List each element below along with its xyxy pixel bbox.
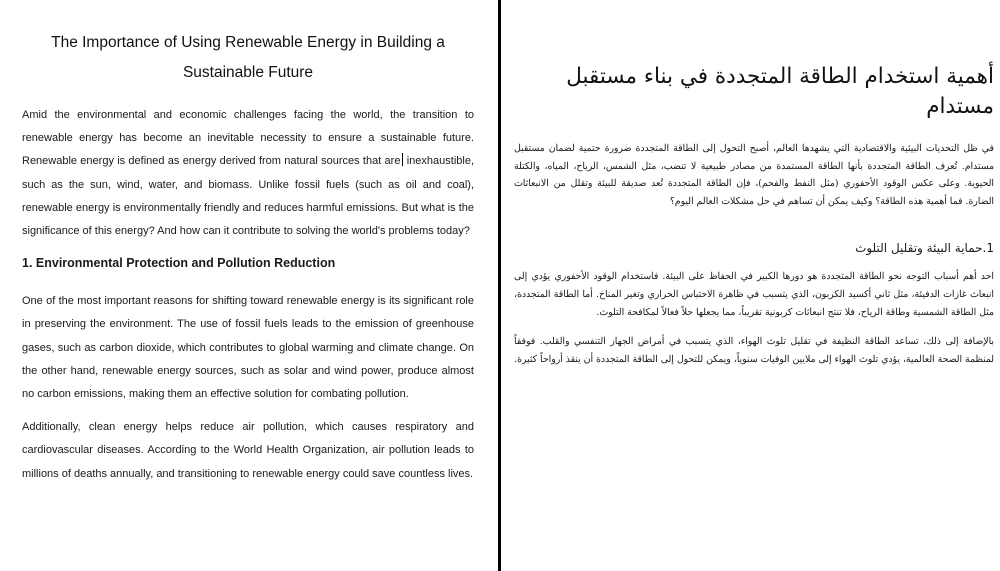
intro-text: Amid the environmental and economic challenges facing the world, the transition to renewable energy has become an inevitable necessity to ensure a sustainable future. Renewable energy is defined as energy derived from natural sources that are [22, 109, 474, 168]
text-cursor [402, 153, 403, 166]
arabic-document-title: أهمية استخدام الطاقة المتجددة في بناء مستقبل مستدام [566, 64, 994, 119]
intro-paragraph[interactable] [22, 104, 474, 243]
intro-text-cont: inexhaustible, such as the sun, wind, water, and biomass. Unlike fossil fuels (such as oil and coal), renewable energy is environmentally friendly and reduces harmful emissions. But what is the significance of this energy? And how can it contribute to solving the world's problems today? [22, 155, 475, 238]
arabic-intro-paragraph[interactable]: في ظل التحديات البيئية والاقتصادية التي يشهدها العالم، أصبح التحول إلى الطاقة المتجددة ضرورة حتمية لضمان مستقبل مستدام. تُعرف الطاقة المتجددة بأنها الطاقة المستمدة من مصادر طبيعية لا تنضب، مثل الشمس، الرياح، المياه، والكتلة الحيوية. وعلى عكس الوقود الأحفوري (مثل النفط والفحم)، فإن الطاقة المتجددة تُعد صديقة للبيئة وتقلل من الانبعاثات الضارة. فما أهمية هذه الطاقة؟ وكيف يمكن أن تساهم في حل مشكلات العالم اليوم؟ [514, 143, 994, 207]
document-title: The Importance of Using Renewable Energy in Building a Sustainable Future [51, 34, 445, 81]
page-divider [498, 0, 501, 571]
arabic-section-paragraph-2[interactable]: بالإضافة إلى ذلك، تساعد الطاقة النظيفة في تقليل تلوث الهواء، الذي يتسبب في أمراض الجهاز التنفسي والقلب. فوفقاً لمنظمة الصحة العالمية، يؤدي تلوث الهواء إلى ملايين الوفيات سنوياً، ويمكن للتحول إلى الطاقة المتجددة أن ينقذ أرواحاً كثيرة. [514, 336, 994, 365]
arabic-section-paragraph-1[interactable]: احد أهم أسباب التوجه نحو الطاقة المتجددة هو دورها الكبير في الحفاظ على البيئة. فاستخدام الوقود الأحفوري يؤدي إلى انبعاث غازات الدفيئة، مثل ثاني أكسيد الكربون، الذي يتسبب في ظاهرة الاحتباس الحراري وتغير المناخ. أما الطاقة المتجددة، مثل الطاقة الشمسية وطاقة الرياح، فلا تنتج انبعاثات كربونية تقريباً، مما يجعلها حلاً فعالاً لمكافحة التلوث. [514, 271, 994, 318]
english-document-page[interactable] [0, 0, 498, 571]
section-heading: 1. Environmental Protection and Pollution Reduction [22, 256, 336, 271]
arabic-section-heading: 1.حماية البيئة وتقليل التلوث [855, 241, 994, 256]
arabic-document-page[interactable] [502, 0, 1000, 571]
section-paragraph-2[interactable]: Additionally, clean energy helps reduce air pollution, which causes respiratory and cardiovascular diseases. According to the World Health Organization, air pollution leads to millions of deaths annually, and transitioning to renewable energy could save countless lives. [22, 421, 474, 480]
section-paragraph-1[interactable]: One of the most important reasons for shifting toward renewable energy is its significant role in preserving the environment. The use of fossil fuels leads to the emission of greenhouse gases, such as carbon dioxide, which contributes to global warming and climate change. On the other hand, renewable energy sources, such as solar and wind power, produce almost no carbon emissions, making them an effective solution for combating pollution. [22, 295, 474, 401]
